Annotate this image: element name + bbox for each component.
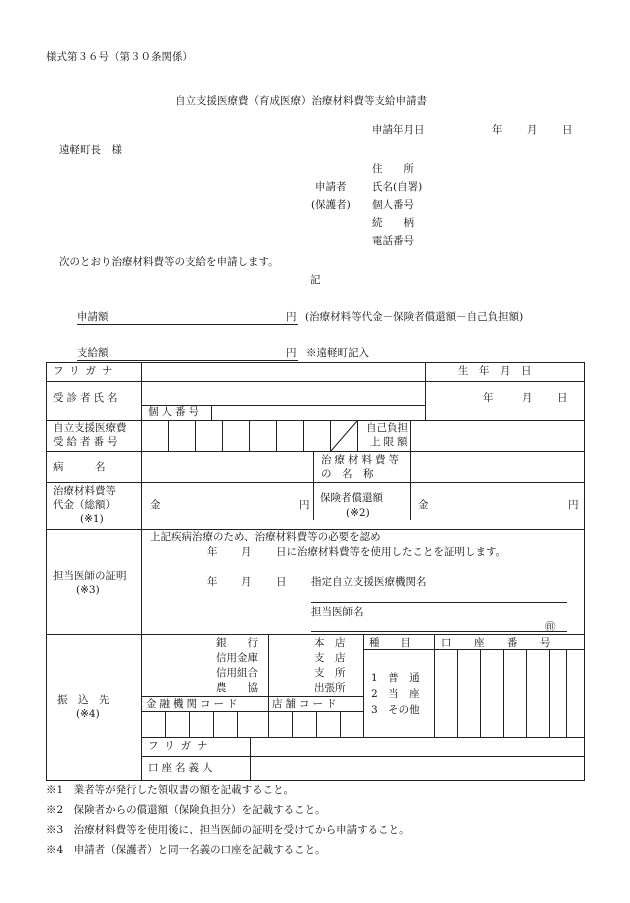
date-label: 申請年月日 — [372, 124, 425, 136]
doctor-text-month: 月 — [241, 546, 252, 558]
doctor-text-1: 上記疾病治療のため、治療材料費等の必要を認め — [150, 531, 381, 543]
account-type-other: 3 その他 — [371, 704, 420, 716]
birth-date-label: 生 年 月 日 — [458, 365, 532, 377]
insurer-label-2: (※2) — [346, 507, 370, 519]
date-day-label: 日 — [562, 124, 573, 136]
insurer-label-1: 保険者償還額 — [320, 492, 383, 504]
material-cost-label-1: 治療材料費等 — [53, 485, 116, 497]
account-type-label: 種 目 — [369, 637, 411, 649]
transfer-label-2: (※4) — [76, 708, 100, 720]
doctor-label-1: 担当医師の証明 — [53, 570, 127, 582]
applicant-label: 申請者 — [315, 181, 347, 193]
bank-type-shinkin: 信用金庫 — [216, 652, 258, 664]
payment-amount-label: 支給額 — [77, 347, 109, 359]
individual-number-label: 個人番号 — [148, 406, 202, 418]
doctor-text-year: 年 — [207, 546, 218, 558]
note-3: ※3 治療材料費等を使用後に、担当医師の証明を受けてから申請すること。 — [46, 824, 410, 836]
request-yen: 円 — [286, 311, 297, 323]
note-1: ※1 業者等が発行した領収書の額を記載すること。 — [46, 784, 295, 796]
date-year-label: 年 — [492, 124, 503, 136]
field-phone: 電話番号 — [372, 235, 414, 247]
payment-amount-note: ※遠軽町記入 — [306, 347, 369, 359]
note-4: ※4 申請者（保護者）と同一名義の口座を記載すること。 — [46, 844, 326, 856]
cert-number-label-2: 受給者番号 — [53, 436, 121, 448]
birth-year: 年 — [483, 392, 494, 404]
account-type-current: 2 当 座 — [371, 688, 420, 700]
intro-text: 次のとおり治療材料費等の支給を申請します。 — [59, 256, 279, 268]
account-holder-label: 口座名義人 — [148, 762, 216, 774]
institution-label: 指定自立支援医療機関名 — [311, 576, 427, 588]
material-name-label-1: 治療材料費等 — [321, 454, 402, 466]
birth-month: 月 — [522, 392, 533, 404]
seal-mark: ㊞ — [545, 621, 556, 633]
bank-type-credit: 信用組合 — [216, 667, 258, 679]
cert-number-label-1: 自立支援医療費 — [53, 422, 127, 434]
field-name: 氏名(自署) — [372, 181, 423, 193]
material-cost-label-3: (※1) — [80, 513, 104, 525]
form-number: 様式第３６号（第３０条関係） — [46, 51, 193, 63]
field-address: 住 所 — [372, 163, 414, 175]
request-amount-label: 申請額 — [77, 311, 109, 323]
note-2: ※2 保険者からの償還額（保険負担分）を記載すること。 — [46, 804, 326, 816]
self-pay-label-2: 上限額 — [370, 436, 411, 448]
patient-name-label: 受診者氏名 — [53, 392, 121, 404]
bank-code-label: 金融機関コード — [146, 698, 241, 710]
material-cost-yen: 円 — [299, 499, 310, 511]
branch-type-main: 本 店 — [314, 637, 346, 649]
transfer-label-1: 振 込 先 — [57, 694, 110, 706]
branch-type-branch: 支 店 — [314, 652, 346, 664]
request-amount-note: (治療材料等代金－保険者償還額－自己負担額) — [305, 311, 524, 323]
guardian-label: (保護者) — [311, 199, 351, 211]
doctor-date-month: 月 — [241, 576, 252, 588]
payment-yen: 円 — [286, 347, 297, 359]
field-relationship: 続 柄 — [372, 217, 414, 229]
insurer-yen: 円 — [568, 499, 579, 511]
material-cost-kin: 金 — [150, 499, 161, 511]
doctor-label-2: (※3) — [76, 584, 100, 596]
branch-code-label: 店舗コード — [272, 698, 340, 710]
date-month-label: 月 — [527, 124, 538, 136]
birth-day: 日 — [557, 392, 568, 404]
branch-type-sub: 支 所 — [314, 667, 346, 679]
furigana2-label: フリガナ — [148, 740, 214, 752]
doctor-name-label: 担当医師名 — [311, 606, 364, 618]
field-individual-number: 個人番号 — [372, 199, 414, 211]
bank-type-ja: 農 協 — [216, 682, 258, 694]
doctor-text-2: 日に治療材料費等を使用したことを証明します。 — [276, 546, 507, 558]
branch-type-office: 出張所 — [314, 682, 346, 694]
doctor-date-year: 年 — [207, 576, 218, 588]
doctor-date-day: 日 — [276, 576, 287, 588]
ki-label: 記 — [310, 274, 321, 286]
material-name-label-2: の 名 称 — [321, 468, 374, 480]
insurer-kin: 金 — [418, 499, 429, 511]
account-number-label: 口 座 番 号 — [441, 637, 557, 649]
material-cost-label-2: 代金（総額） — [53, 499, 116, 511]
addressee: 遠軽町長 様 — [59, 144, 122, 156]
account-type-ordinary: 1 普 通 — [371, 672, 420, 684]
page-title: 自立支援医療費（育成医療）治療材料費等支給申請書 — [175, 95, 427, 107]
furigana-label: フリガナ — [53, 365, 119, 377]
self-pay-label-1: 自己負担 — [366, 422, 408, 434]
bank-type-bank: 銀 行 — [216, 637, 258, 649]
disease-name-label: 病 名 — [53, 461, 106, 473]
